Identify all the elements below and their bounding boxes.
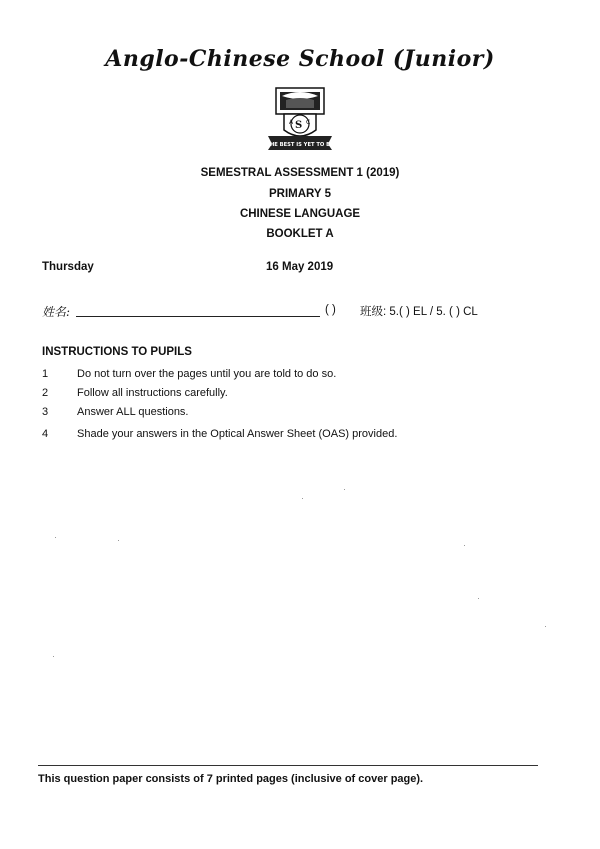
assessment-level: PRIMARY 5 [269,188,331,200]
scan-speck [478,598,479,599]
instruction-text: Shade your answers in the Optical Answer Sheet (OAS) provided. [77,428,398,440]
exam-date: 16 May 2019 [266,261,334,273]
crest-motto: THE BEST IS YET TO BE [266,142,334,148]
school-name: Anglo-Chinese School (Junior) [105,46,495,72]
instruction-number: 4 [42,428,49,440]
scan-speck [344,489,345,490]
student-details-row [42,303,562,323]
instruction-number: 2 [42,387,49,399]
scan-speck [464,545,465,546]
instruction-number: 3 [42,406,49,418]
instructions-title: INSTRUCTIONS TO PUPILS [42,346,192,358]
exam-day: Thursday [42,261,94,273]
svg-text:C: C [306,119,311,126]
index-number-field: ( ) [325,304,336,316]
instruction-text: Do not turn over the pages until you are told to do so. [77,368,337,380]
name-label: 姓名: [42,305,71,319]
footer-note: This question paper consists of 7 printed pages (inclusive of cover page). [38,773,424,785]
instruction-text: Follow all instructions carefully. [77,387,228,399]
svg-text:S: S [295,120,303,131]
assessment-title: SEMESTRAL ASSESSMENT 1 (2019) [200,167,400,179]
school-crest-icon [262,84,338,156]
instruction-text: Answer ALL questions. [77,406,189,418]
scan-speck [55,537,56,538]
scan-speck [302,498,303,499]
class-field: 班级: 5.( ) EL / 5. ( ) CL [360,306,478,318]
assessment-booklet: BOOKLET A [266,228,334,240]
instruction-number: 1 [42,368,49,380]
name-field-line [76,316,320,317]
scan-speck [545,626,546,627]
scan-speck [53,656,54,657]
svg-text:A: A [289,119,294,126]
assessment-subject: CHINESE LANGUAGE [239,208,361,220]
footer-divider [38,765,538,766]
scan-speck [118,540,119,541]
